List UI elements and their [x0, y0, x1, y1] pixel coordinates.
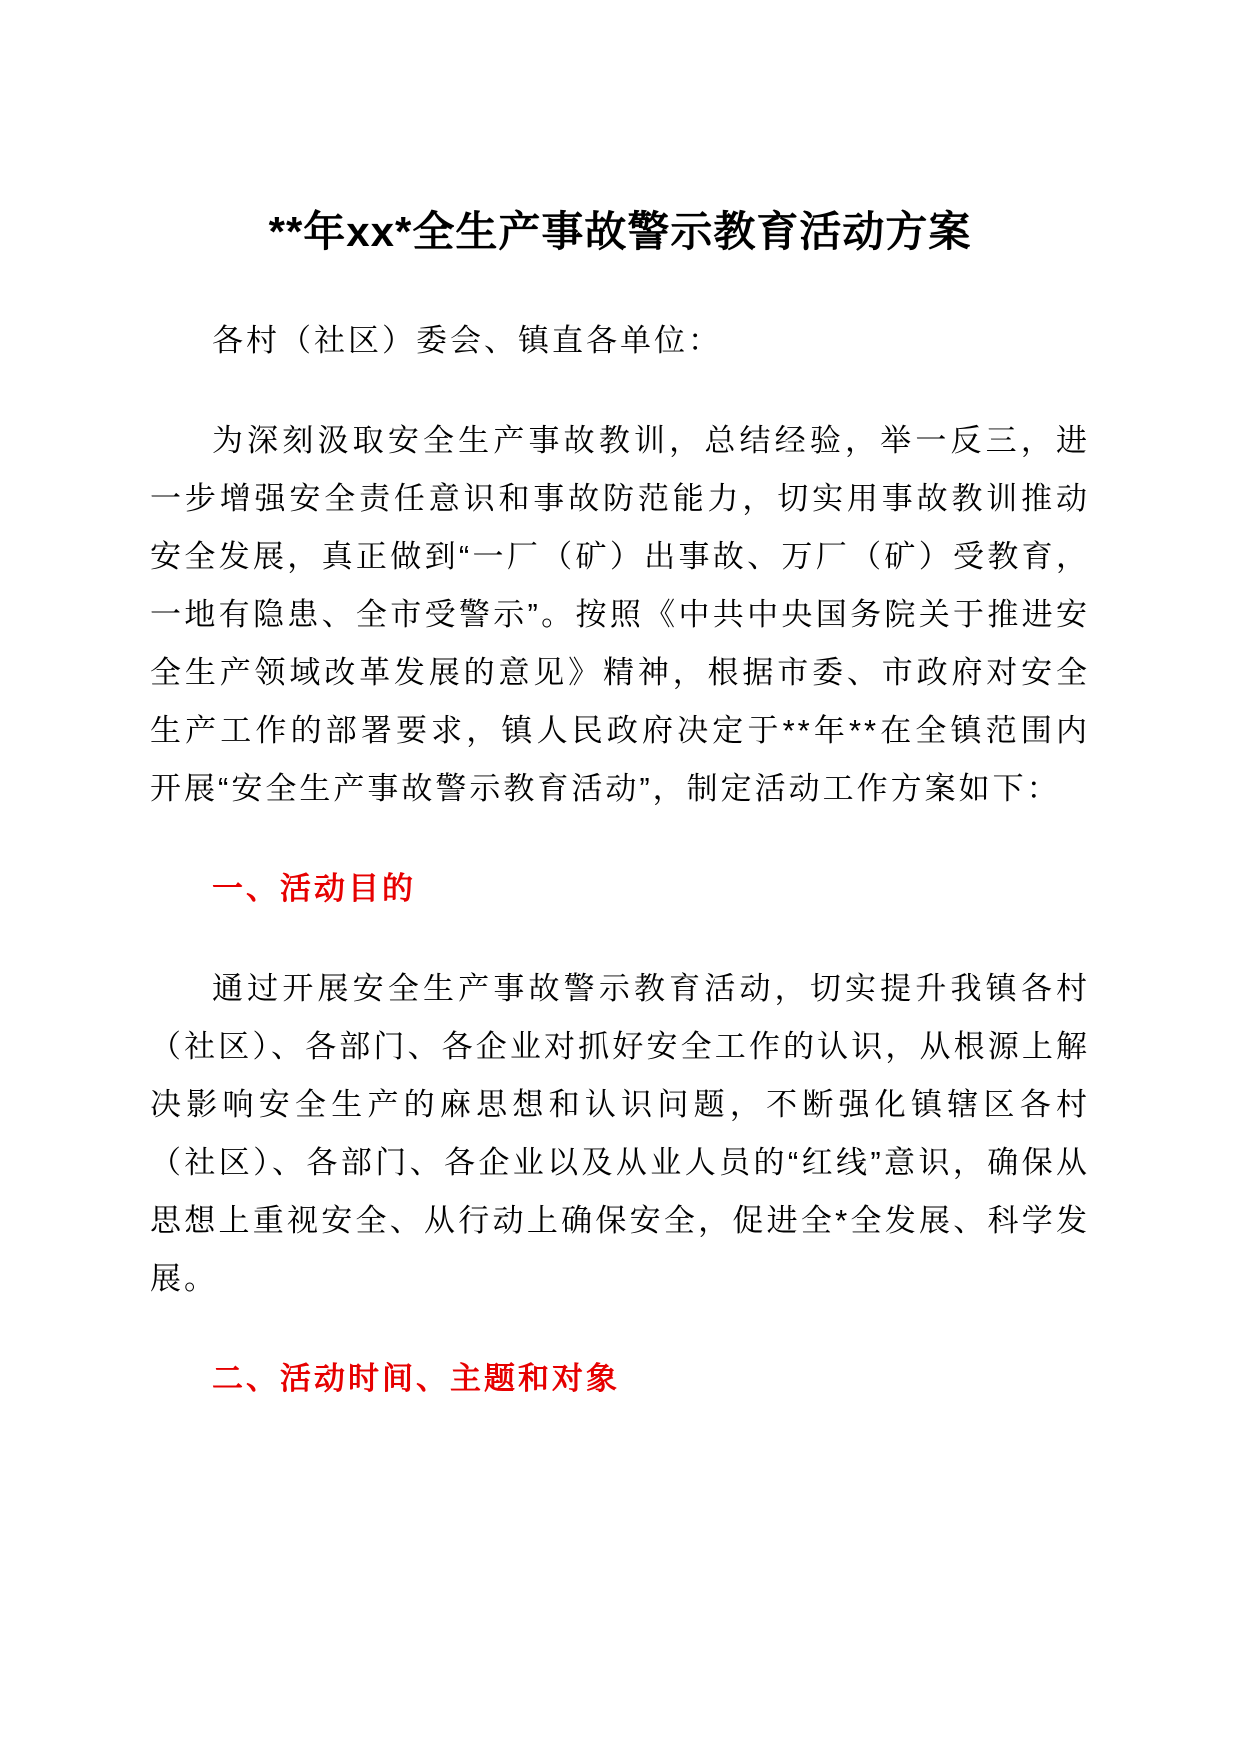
section-paragraph-activity-purpose: 通过开展安全生产事故警示教育活动，切实提升我镇各村（社区）、各部门、各企业对抓好安全工作的认识，从根源上解决影响安全生产的麻思想和认识问题，不断强化镇辖区各村（社区）、各部门、各企业以及从业人员的“红线”意识，确保从思想上重视安全、从行动上确保安全，促进全*全发展、科学发展。	[150, 970, 1090, 1296]
section-heading-time-theme-target: 二、活动时间、主题和对象	[212, 1360, 620, 1396]
intro-paragraph: 为深刻汲取安全生产事故教训，总结经验，举一反三，进一步增强安全责任意识和事故防范能力，切实用事故教训推动安全发展，真正做到“一厂（矿）出事故、万厂（矿）受教育，一地有隐患、全市受警示”。按照《中共中央国务院关于推进安全生产领域改革发展的意见》精神，根据市委、市政府对安全生产工作的部署要求，镇人民政府决定于**年**在全镇范围内开展“安全生产事故警示教育活动”，制定活动工作方案如下：	[150, 422, 1090, 806]
salutation-line: 各村（社区）委会、镇直各单位：	[212, 322, 722, 358]
document-title: **年xx*全生产事故警示教育活动方案	[268, 208, 972, 255]
section-heading-activity-purpose: 一、活动目的	[212, 870, 416, 906]
